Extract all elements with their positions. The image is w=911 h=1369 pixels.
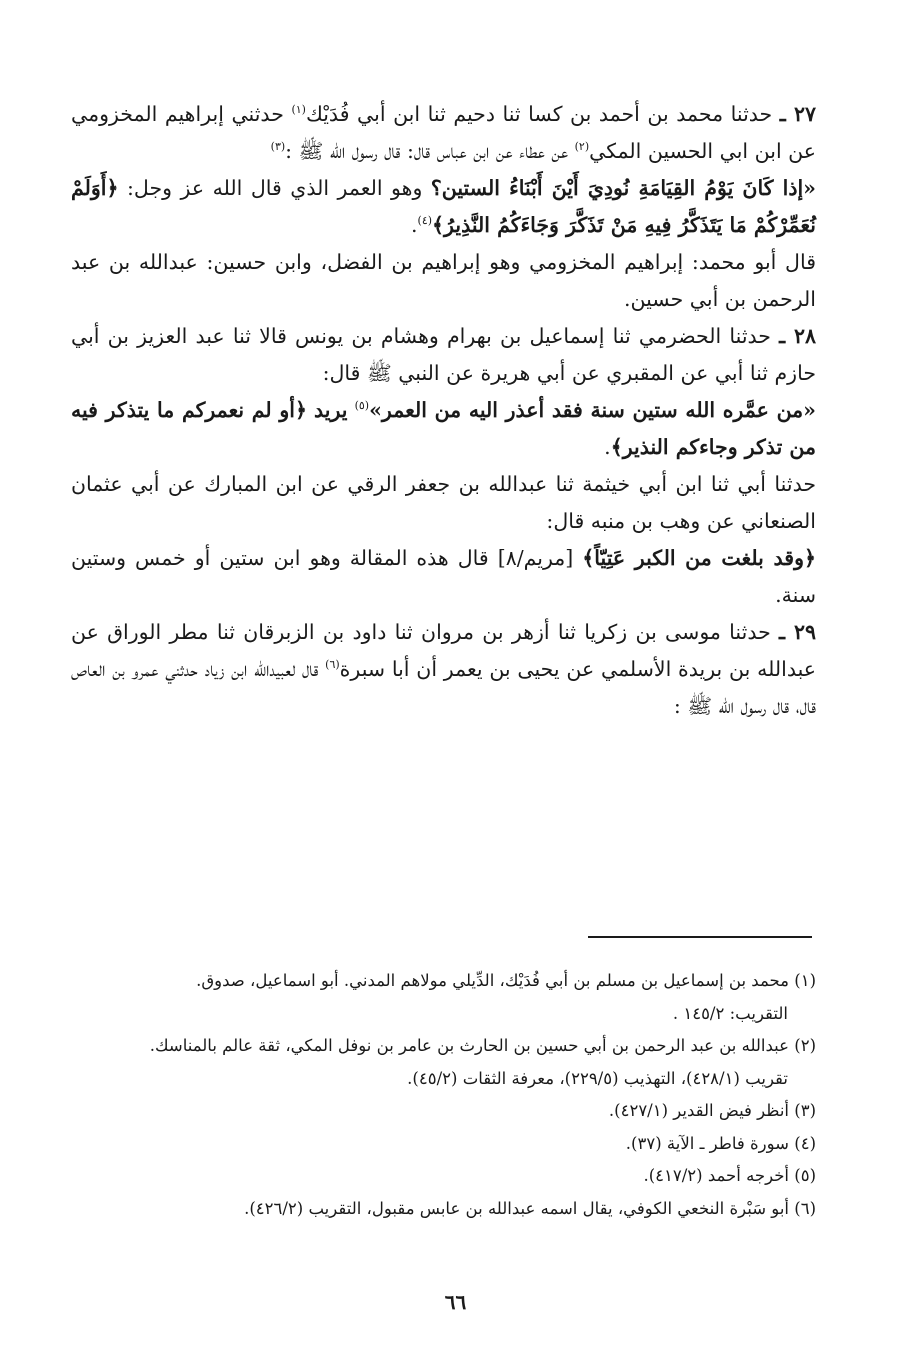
quran-verse: ﴿وقد بلغت من الكبر عَتِيّاً﴾ (582, 546, 816, 570)
footnote-6 (71, 1194, 816, 1225)
hadith-27 (71, 96, 816, 170)
footnotes (71, 966, 816, 1226)
footnote-text: (٦) أبو سَبْرة النخعي الكوفي، يقال اسمه عبدالله بن عابس مقبول، التقريب (٤٢٦/٢). (244, 1198, 816, 1218)
footnote-3 (71, 1096, 816, 1127)
footnote-text: (٣) أنظر فيض القدير (٤٢٧/١). (608, 1101, 816, 1120)
hadith-28-matn (71, 392, 816, 466)
hadith-number: ٢٧ ـ (779, 102, 817, 126)
footnote-text: (٥) أخرجه أحمد (٤١٧/٢). (643, 1166, 816, 1185)
matn-text: وهو العمر الذي قال الله عز وجل: (127, 176, 423, 200)
footnote-text: التقريب: ١٤٥/٢ . (672, 1003, 788, 1023)
matn-text: «من عمَّره الله ستين سنة فقد أعذر اليه من العمر» (369, 398, 816, 422)
hadith-number: ٢٩ ـ (779, 620, 816, 644)
hadith-27-note (71, 244, 816, 318)
punctuation: . (604, 435, 611, 459)
note-text: قال أبو محمد: إبراهيم المخزومي وهو إبراهيم بن الفضل، وابن حسين: عبدالله بن عبد الرحمن بن أبي حسين. (71, 250, 816, 311)
quran-verse: ﴿أَوَلَمْ نُعَمِّرْكُمْ مَا يَتَذَكَّرُ فِيهِ مَنْ تَذَكَّرَ وَجَاءَكُمُ النَّذِيرُ﴾ (71, 176, 816, 237)
punctuation: . (411, 213, 418, 237)
footnote-1-cont (71, 999, 816, 1030)
isnad-text: حدثنا الحضرمي ثنا إسماعيل بن بهرام وهشام بن يونس قالا ثنا عبد العزيز بن أبي حازم ثنا أبي عن المقبري عن أبي هريرة عن النبي ﷺ قال: (71, 324, 816, 385)
footnote-4 (71, 1129, 816, 1160)
matn-text: «إذا كَانَ يَوْمُ القِيَامَةِ نُودِيَ أَيْنَ أَبْنَاءُ الستين؟ (430, 176, 816, 200)
footnote-ref: (٦) (325, 658, 340, 672)
footnote-text: تقريب (٤٢٨/١)، التهذيب (٢٢٩/٥)، معرفة الثقات (٤٥/٢). (407, 1068, 788, 1088)
footnote-text: (٢) عبدالله بن عبد الرحمن بن أبي حسين بن الحارث بن عامر بن نوفل المكي، ثقة عالم بالمناسك. (149, 1036, 816, 1055)
isnad-text: قال لعبيدالله ابن زياد حدثني عمرو بن العاص قال، قال رسول الله ﷺ : (71, 657, 816, 718)
isnad-text: حدثنا موسى بن زكريا ثنا أزهر بن مروان ثنا داود بن الزبرقان ثنا مطر الوراق عن عبدالله بن بريدة الأسلمي عن يحيى بن يعمر أن أبا سبرة (71, 620, 817, 681)
isnad-text: حدثنا محمد بن أحمد بن كسا ثنا دحيم ثنا ابن أبي فُدَيْك (305, 102, 773, 126)
footnote-2 (71, 1031, 816, 1062)
main-text (71, 96, 816, 725)
isnad-text: حدثني إبراهيم المخزومي عن ابن ابي الحسين المكي (71, 102, 816, 163)
footnote-divider (588, 936, 812, 938)
footnote-text: (١) محمد بن إسماعيل بن مسلم بن أبي فُدَيْك، الدِّيلي مولاهم المدني. أبو اسماعيل، صدوق. (196, 971, 816, 990)
footnote-ref: (١) (291, 103, 306, 117)
footnote-ref: (٣) (270, 140, 286, 154)
quran-verse: ﴿أو لم نعمركم ما يتذكر فيه من تذكر وجاءكم النذير﴾ (71, 398, 816, 459)
hadith-27-matn (71, 170, 816, 244)
section-wahb (71, 466, 816, 540)
hadith-number: ٢٨ ـ (779, 324, 816, 348)
matn-text: يريد (314, 398, 348, 422)
footnote-1 (71, 966, 816, 997)
section-wahb-text (71, 540, 816, 614)
verse-reference: [مريم/٨] (497, 546, 574, 570)
isnad-text: حدثنا أبي ثنا ابن أبي خيثمة ثنا عبدالله بن جعفر الرقي عن ابن المبارك عن أبي عثمان الصنعاني عن وهب بن منبه قال: (71, 472, 816, 533)
footnote-ref: (٢) (574, 140, 590, 154)
commentary-text: قال هذه المقالة وهو ابن ستين أو خمس وستين سنة. (71, 546, 816, 607)
footnote-text: (٤) سورة فاطر ـ الآية (٣٧). (625, 1133, 816, 1153)
footnote-ref: (٥) (354, 399, 370, 413)
isnad-text: عن عطاء عن ابن عباس قال: قال رسول الله ﷺ : (285, 139, 569, 163)
footnote-ref: (٤) (417, 214, 433, 228)
hadith-29 (71, 614, 816, 725)
footnote-2-cont (71, 1064, 816, 1095)
page-number: ٦٦ (444, 1290, 467, 1314)
footnote-5 (71, 1161, 816, 1192)
hadith-28 (71, 318, 816, 392)
